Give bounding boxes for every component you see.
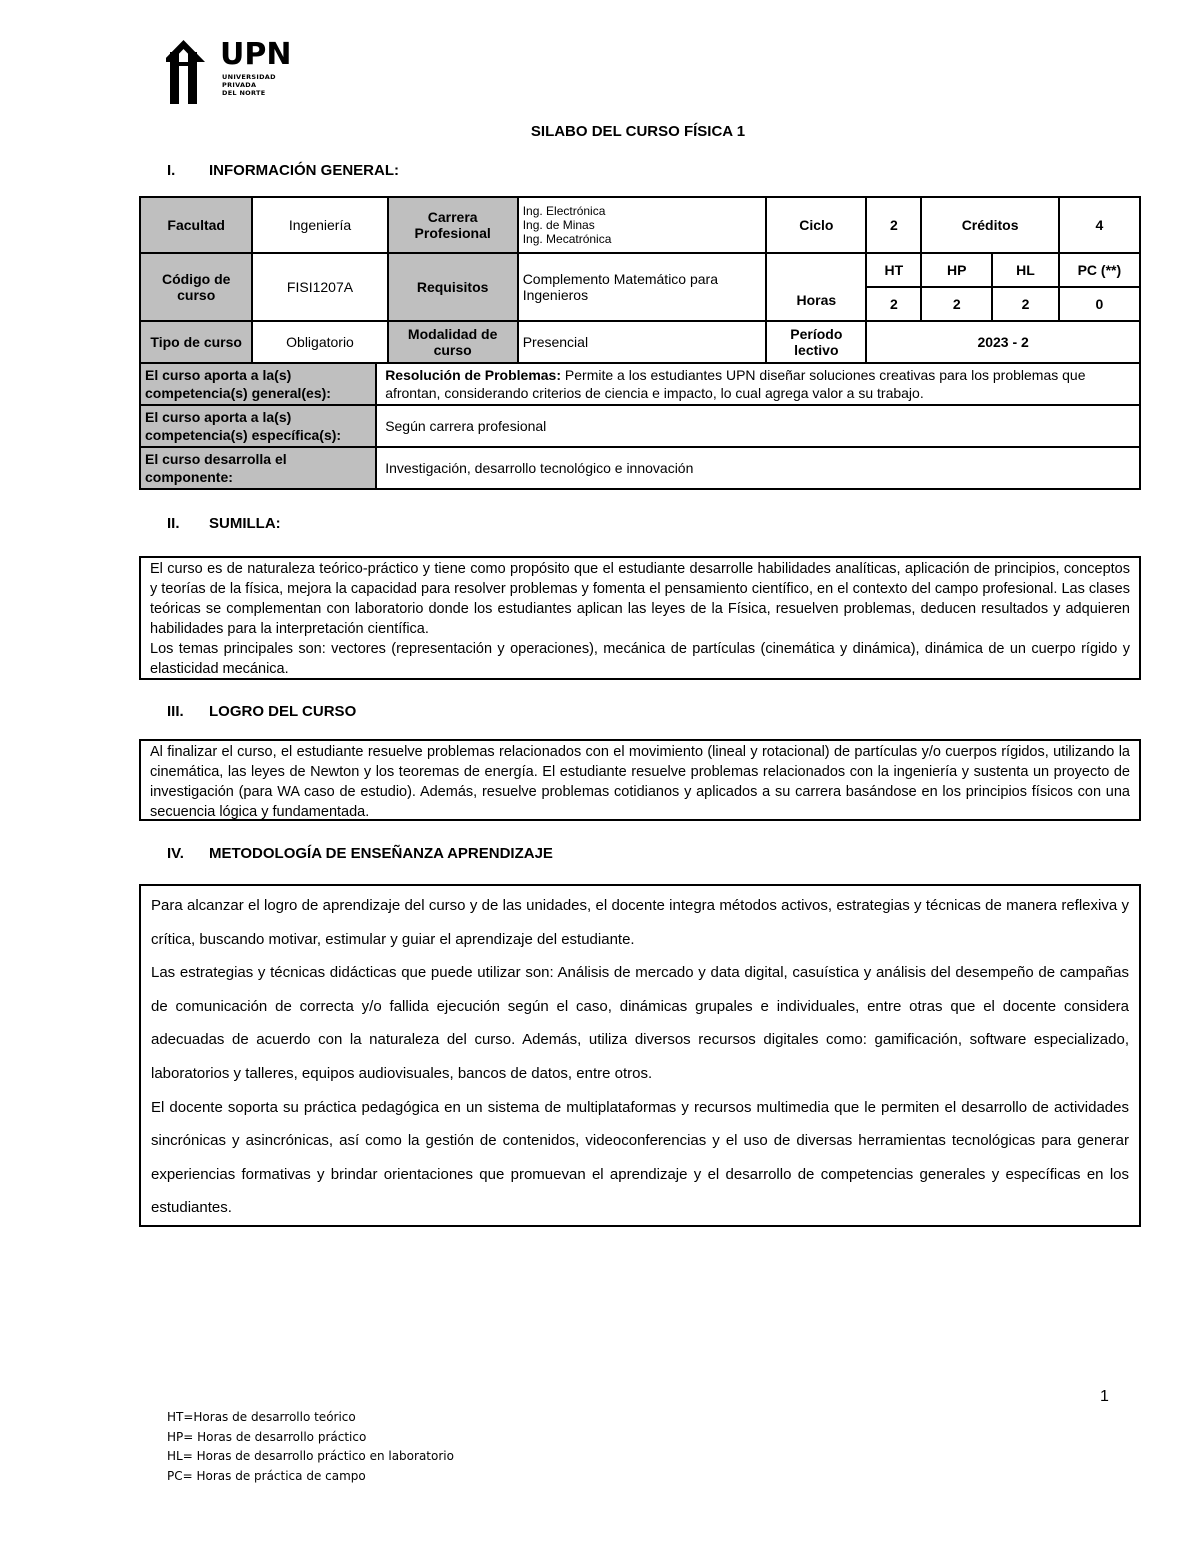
horas-label: Horas: [766, 253, 866, 321]
document-title: SILABO DEL CURSO FÍSICA 1: [530, 123, 746, 140]
ciclo-value: 2: [866, 197, 921, 253]
section-title: METODOLOGÍA DE ENSEÑANZA APRENDIZAJE: [209, 845, 553, 862]
carrera-item: Ing. Electrónica: [522, 204, 606, 218]
tipo-label: Tipo de curso: [140, 321, 252, 363]
competencia-general-value: [376, 363, 1140, 405]
metodologia-paragraph: Para alcanzar el logro de aprendizaje del curso y de las unidades, el docente integra métodos activos, estrategias y técnicas de manera reflexiva y crítica, buscando motivar, estimular y guiar el aprendizaje del estudiante.: [151, 897, 1129, 948]
carrera-values: [518, 197, 767, 253]
section-heading-informacion-general: [167, 162, 399, 179]
logo-subtitle-line: DEL NORTE: [222, 89, 266, 97]
section-title: INFORMACIÓN GENERAL:: [209, 162, 399, 179]
componente-label: El curso desarrolla el componente:: [140, 447, 376, 489]
logo-subtitle: [222, 73, 282, 97]
componente-value: Investigación, desarrollo tecnológico e innovación: [376, 447, 1140, 489]
logro-box: [139, 739, 1141, 821]
ciclo-label: Ciclo: [766, 197, 866, 253]
pc-value: 0: [1059, 287, 1140, 321]
footnote: HP= Horas de desarrollo práctico: [167, 1429, 367, 1444]
ht-value: 2: [866, 287, 921, 321]
codigo-label: Código de curso: [140, 253, 252, 321]
page-number: 1: [1100, 1388, 1109, 1405]
carrera-label: Carrera Profesional: [388, 197, 518, 253]
carrera-item: Ing. de Minas: [522, 218, 595, 232]
general-information-table: [139, 196, 1141, 490]
requisitos-label: Requisitos: [388, 253, 518, 321]
section-heading-metodologia: [167, 845, 553, 862]
footnote: PC= Horas de práctica de campo: [167, 1468, 366, 1483]
facultad-label: Facultad: [140, 197, 252, 253]
hp-label: HP: [921, 253, 992, 287]
footnote: HT=Horas de desarrollo teórico: [167, 1410, 356, 1424]
footnote: HL= Horas de desarrollo práctico en laboratorio: [167, 1449, 454, 1463]
sumilla-paragraph: El curso es de naturaleza teórico-práctico y tiene como propósito que el estudiante desarrolle habilidades analíticas, aplicación de principios, conceptos y teorías de la física, mejora la capacidad para resolver problemas y fomenta el pensamiento científico, en el contexto del campo profesional. Las clases teóricas se complementan con laboratorio donde los estudiantes aplican las leyes de la Física, resuelven problemas, deducen resultados y adquieren habilidades para la interpretación científica.: [150, 561, 1130, 637]
tipo-value: Obligatorio: [252, 321, 387, 363]
section-heading-logro: [167, 703, 356, 720]
competencia-especifica-label: El curso aporta a la(s) competencia(s) específica(s):: [140, 405, 376, 447]
sumilla-paragraph: Los temas principales son: vectores (representación y operaciones), mecánica de partículas (cinemática y dinámica), dinámica de un cuerpo rígido y elasticidad mecánica.: [150, 641, 1130, 677]
hp-value: 2: [921, 287, 992, 321]
periodo-value: 2023 - 2: [866, 321, 1140, 363]
creditos-label: Créditos: [921, 197, 1058, 253]
footnotes: [167, 1408, 454, 1486]
metodologia-paragraph: El docente soporta su práctica pedagógica en un sistema de multiplataformas y recursos multimedia que le permiten el desarrollo de actividades sincrónicas y asincrónicas, así como la gestión de contenidos, videoconferencias y el uso de diversas herramientas tecnológicas para generar experiencias formativas y brindar orientaciones que promuevan el aprendizaje y el desarrollo de competencias generales y específicas en los estudiantes.: [151, 1098, 1129, 1217]
ht-label: HT: [866, 253, 921, 287]
section-number: III.: [167, 703, 184, 720]
logo-brand: UPN: [220, 37, 292, 72]
section-title: LOGRO DEL CURSO: [209, 703, 357, 720]
upn-arrow-icon: [166, 40, 216, 106]
modalidad-value: Presencial: [518, 321, 767, 363]
section-number: IV.: [167, 845, 184, 862]
competencia-especifica-value: Según carrera profesional: [376, 405, 1140, 447]
section-title: SUMILLA:: [209, 515, 281, 532]
facultad-value: Ingeniería: [252, 197, 387, 253]
competencia-general-label: El curso aporta a la(s) competencia(s) general(es):: [140, 363, 376, 405]
section-number: II.: [167, 515, 180, 532]
upn-logo: [166, 37, 292, 108]
periodo-label: Período lectivo: [766, 321, 866, 363]
pc-label: PC (**): [1059, 253, 1140, 287]
creditos-value: 4: [1059, 197, 1140, 253]
competencia-general-name: Resolución de Problemas:: [385, 367, 562, 383]
carrera-item: Ing. Mecatrónica: [522, 232, 612, 246]
section-heading-sumilla: [167, 515, 281, 532]
logo-subtitle-line: PRIVADA: [222, 81, 257, 89]
logo-subtitle-line: UNIVERSIDAD: [222, 73, 276, 81]
metodologia-box: [139, 884, 1141, 1227]
hl-label: HL: [992, 253, 1059, 287]
sumilla-box: [139, 556, 1141, 680]
hl-value: 2: [992, 287, 1059, 321]
codigo-value: FISI1207A: [252, 253, 387, 321]
logro-paragraph: Al finalizar el curso, el estudiante resuelve problemas relacionados con el movimiento (lineal y rotacional) de partículas y/o cuerpos rígidos, utilizando la cinemática, las leyes de Newton y los teoremas de energía. El estudiante resuelve problemas relacionados con la ingeniería y sustenta un proyecto de investigación (para WA caso de estudio). Además, resuelve problemas cotidianos y aplicados a su carrera basándose en los principios físicos con una secuencia lógica y fundamentada.: [150, 744, 1130, 820]
section-number: I.: [167, 162, 176, 179]
modalidad-label: Modalidad de curso: [388, 321, 518, 363]
requisitos-value: Complemento Matemático para Ingenieros: [518, 253, 767, 321]
metodologia-paragraph: Las estrategias y técnicas didácticas que puede utilizar son: Análisis de mercado y data digital, casuística y análisis del desempeño de campañas de comunicación de correcta y/o fallida ejecución según el caso, dinámicas grupales e individuales, entre otras que el docente considera adecuadas de acuerdo con la naturaleza del curso. Además, utiliza diversos recursos digitales como: gamificación, software especializado, laboratorios y talleres, equipos audiovisuales, bancos de datos, entre otros.: [151, 964, 1129, 1082]
competencia-general-description: Permite a los estudiantes UPN diseñar soluciones creativas para los problemas que afrontan, considerando criterios de ciencia e impacto, lo cual agrega valor a su trabajo.: [385, 367, 1086, 401]
